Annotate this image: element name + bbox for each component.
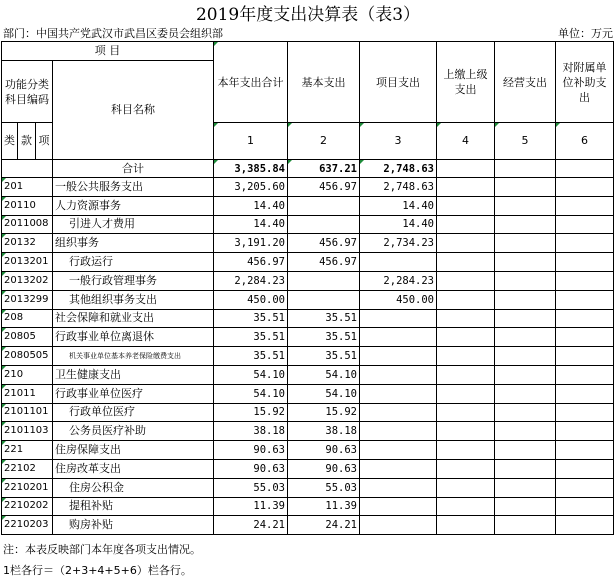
row-business <box>495 253 556 272</box>
row-upper <box>437 215 495 234</box>
row-total: 38.18 <box>214 422 288 441</box>
table-row <box>2 328 614 347</box>
row-upper <box>437 365 495 384</box>
row-upper <box>437 178 495 197</box>
row-code: 208 <box>2 309 53 328</box>
table-row <box>2 215 614 234</box>
row-total: 14.40 <box>214 215 288 234</box>
table-row <box>2 253 614 272</box>
row-code: 22102 <box>2 459 53 478</box>
row-project: 14.40 <box>360 196 437 215</box>
row-name: 住房改革支出 <box>53 459 214 478</box>
row-business <box>495 271 556 290</box>
total-upper <box>437 160 495 178</box>
row-upper <box>437 497 495 516</box>
row-project <box>360 478 437 497</box>
total-business <box>495 160 556 178</box>
row-business <box>495 234 556 253</box>
row-subsidy <box>556 384 614 403</box>
row-basic: 456.97 <box>288 234 360 253</box>
row-total: 456.97 <box>214 253 288 272</box>
row-total: 54.10 <box>214 384 288 403</box>
row-business <box>495 328 556 347</box>
row-business <box>495 441 556 460</box>
row-business <box>495 497 556 516</box>
table-row <box>2 403 614 422</box>
subject-name-header: 科目名称 <box>53 61 214 160</box>
row-subsidy <box>556 215 614 234</box>
row-upper <box>437 271 495 290</box>
row-project <box>360 459 437 478</box>
row-code: 2210203 <box>2 516 53 535</box>
row-name: 购房补贴 <box>53 516 214 535</box>
footnote-1: 注：本表反映部门本年度各项支出情况。 <box>3 543 201 556</box>
item-group-header: 项 目 <box>2 42 214 61</box>
table-row <box>2 196 614 215</box>
row-business <box>495 459 556 478</box>
row-upper <box>437 234 495 253</box>
row-basic: 38.18 <box>288 422 360 441</box>
row-name: 组织事务 <box>53 234 214 253</box>
row-basic: 90.63 <box>288 459 360 478</box>
row-business <box>495 309 556 328</box>
xiang-header: 项 <box>36 123 53 160</box>
row-upper <box>437 347 495 366</box>
row-name: 住房保障支出 <box>53 441 214 460</box>
row-code: 2080505 <box>2 347 53 366</box>
row-project: 2,284.23 <box>360 271 437 290</box>
total-basic: 637.21 <box>288 160 360 178</box>
row-total: 450.00 <box>214 290 288 309</box>
row-name: 人力资源事务 <box>53 196 214 215</box>
row-total: 15.92 <box>214 403 288 422</box>
row-upper <box>437 196 495 215</box>
row-basic: 54.10 <box>288 365 360 384</box>
row-total: 90.63 <box>214 459 288 478</box>
row-code: 20132 <box>2 234 53 253</box>
row-subsidy <box>556 422 614 441</box>
row-total: 90.63 <box>214 441 288 460</box>
col-header-project: 项目支出 <box>360 42 437 123</box>
row-basic: 55.03 <box>288 478 360 497</box>
total-label: 合计 <box>53 160 214 178</box>
row-name: 行政事业单位离退休 <box>53 328 214 347</box>
row-project <box>360 309 437 328</box>
row-code: 2101101 <box>2 403 53 422</box>
row-business <box>495 516 556 535</box>
row-basic: 11.39 <box>288 497 360 516</box>
col-header-upper: 上缴上级支出 <box>437 42 495 123</box>
row-basic <box>288 215 360 234</box>
row-upper <box>437 384 495 403</box>
row-name: 行政事业单位医疗 <box>53 384 214 403</box>
row-code: 2210202 <box>2 497 53 516</box>
row-code: 2210201 <box>2 478 53 497</box>
row-total: 24.21 <box>214 516 288 535</box>
row-total: 3,205.60 <box>214 178 288 197</box>
row-total: 11.39 <box>214 497 288 516</box>
total-project: 2,748.63 <box>360 160 437 178</box>
row-subsidy <box>556 497 614 516</box>
col-header-total: 本年支出合计 <box>214 42 288 123</box>
row-project <box>360 384 437 403</box>
table-row <box>2 516 614 535</box>
row-name: 行政运行 <box>53 253 214 272</box>
row-total: 14.40 <box>214 196 288 215</box>
row-name: 卫生健康支出 <box>53 365 214 384</box>
row-basic: 15.92 <box>288 403 360 422</box>
row-total: 35.51 <box>214 328 288 347</box>
row-business <box>495 403 556 422</box>
table-row <box>2 234 614 253</box>
row-name: 一般行政管理事务 <box>53 271 214 290</box>
row-name: 公务员医疗补助 <box>53 422 214 441</box>
total-row <box>2 160 614 178</box>
table-row <box>2 459 614 478</box>
row-business <box>495 178 556 197</box>
footnote-2: 1栏各行＝（2+3+4+5+6）栏各行。 <box>3 564 192 577</box>
header-row-1 <box>2 42 614 61</box>
row-subsidy <box>556 234 614 253</box>
table-row <box>2 422 614 441</box>
row-project <box>360 253 437 272</box>
row-basic: 35.51 <box>288 328 360 347</box>
row-project <box>360 497 437 516</box>
row-business <box>495 422 556 441</box>
row-total: 2,284.23 <box>214 271 288 290</box>
row-subsidy <box>556 309 614 328</box>
row-name: 社会保障和就业支出 <box>53 309 214 328</box>
row-upper <box>437 403 495 422</box>
row-name: 提租补贴 <box>53 497 214 516</box>
row-name: 机关事业单位基本养老保险缴费支出 <box>53 347 214 366</box>
unit-label: 单位：万元 <box>558 27 613 40</box>
row-basic: 456.97 <box>288 253 360 272</box>
row-code: 2013201 <box>2 253 53 272</box>
row-basic <box>288 271 360 290</box>
func-code-header: 功能分类科目编码 <box>2 61 53 123</box>
lanci-number-5: 5 <box>495 123 556 160</box>
table-row <box>2 365 614 384</box>
table-row <box>2 178 614 197</box>
row-code: 2011008 <box>2 215 53 234</box>
row-basic: 90.63 <box>288 441 360 460</box>
row-subsidy <box>556 365 614 384</box>
row-project <box>360 441 437 460</box>
total-code-cell <box>2 160 53 178</box>
row-name: 其他组织事务支出 <box>53 290 214 309</box>
row-code: 2101103 <box>2 422 53 441</box>
row-total: 3,191.20 <box>214 234 288 253</box>
row-project: 450.00 <box>360 290 437 309</box>
department-label: 部门：中国共产党武汉市武昌区委员会组织部 <box>3 27 223 40</box>
row-upper <box>437 309 495 328</box>
row-basic: 35.51 <box>288 309 360 328</box>
row-code: 20805 <box>2 328 53 347</box>
row-business <box>495 384 556 403</box>
row-name: 住房公积金 <box>53 478 214 497</box>
row-project <box>360 328 437 347</box>
row-basic: 24.21 <box>288 516 360 535</box>
row-subsidy <box>556 328 614 347</box>
row-upper <box>437 516 495 535</box>
table-row <box>2 497 614 516</box>
row-code: 210 <box>2 365 53 384</box>
row-subsidy <box>556 478 614 497</box>
table-row <box>2 384 614 403</box>
row-name: 一般公共服务支出 <box>53 178 214 197</box>
row-name: 引进人才费用 <box>53 215 214 234</box>
row-code: 221 <box>2 441 53 460</box>
col-header-business: 经营支出 <box>495 42 556 123</box>
row-total: 55.03 <box>214 478 288 497</box>
total-subsidy <box>556 160 614 178</box>
row-code: 20110 <box>2 196 53 215</box>
col-header-basic: 基本支出 <box>288 42 360 123</box>
row-subsidy <box>556 459 614 478</box>
lanci-number-3: 3 <box>360 123 437 160</box>
row-basic <box>288 290 360 309</box>
row-basic: 35.51 <box>288 347 360 366</box>
row-subsidy <box>556 403 614 422</box>
row-upper <box>437 478 495 497</box>
row-basic: 54.10 <box>288 384 360 403</box>
table-row <box>2 271 614 290</box>
lanci-number-2: 2 <box>288 123 360 160</box>
report-title: 2019年度支出决算表（表3） <box>195 5 421 25</box>
row-name: 行政单位医疗 <box>53 403 214 422</box>
expenditure-table <box>1 41 614 535</box>
row-upper <box>437 290 495 309</box>
row-subsidy <box>556 441 614 460</box>
table-row <box>2 441 614 460</box>
row-total: 54.10 <box>214 365 288 384</box>
row-code: 2013202 <box>2 271 53 290</box>
row-project <box>360 365 437 384</box>
row-business <box>495 215 556 234</box>
row-total: 35.51 <box>214 347 288 366</box>
row-subsidy <box>556 347 614 366</box>
row-project <box>360 516 437 535</box>
lanci-number-6: 6 <box>556 123 614 160</box>
lei-header: 类 <box>2 123 18 160</box>
row-subsidy <box>556 253 614 272</box>
row-basic: 456.97 <box>288 178 360 197</box>
total-total: 3,385.84 <box>214 160 288 178</box>
row-project <box>360 422 437 441</box>
table-row <box>2 347 614 366</box>
row-total: 35.51 <box>214 309 288 328</box>
row-business <box>495 365 556 384</box>
col-header-subsidy: 对附属单位补助支出 <box>556 42 614 123</box>
table-row <box>2 309 614 328</box>
lanci-number-1: 1 <box>214 123 288 160</box>
table-row <box>2 478 614 497</box>
row-upper <box>437 328 495 347</box>
row-project: 2,734.23 <box>360 234 437 253</box>
row-project <box>360 347 437 366</box>
row-subsidy <box>556 178 614 197</box>
row-subsidy <box>556 290 614 309</box>
row-project: 2,748.63 <box>360 178 437 197</box>
row-upper <box>437 253 495 272</box>
row-subsidy <box>556 196 614 215</box>
row-business <box>495 290 556 309</box>
row-basic <box>288 196 360 215</box>
table-row <box>2 290 614 309</box>
row-business <box>495 478 556 497</box>
row-subsidy <box>556 516 614 535</box>
row-upper <box>437 459 495 478</box>
row-business <box>495 196 556 215</box>
row-business <box>495 347 556 366</box>
row-code: 201 <box>2 178 53 197</box>
row-project <box>360 403 437 422</box>
row-upper <box>437 422 495 441</box>
kuan-header: 款 <box>18 123 36 160</box>
row-upper <box>437 441 495 460</box>
row-code: 21011 <box>2 384 53 403</box>
row-code: 2013299 <box>2 290 53 309</box>
lanci-number-4: 4 <box>437 123 495 160</box>
row-project: 14.40 <box>360 215 437 234</box>
row-subsidy <box>556 271 614 290</box>
